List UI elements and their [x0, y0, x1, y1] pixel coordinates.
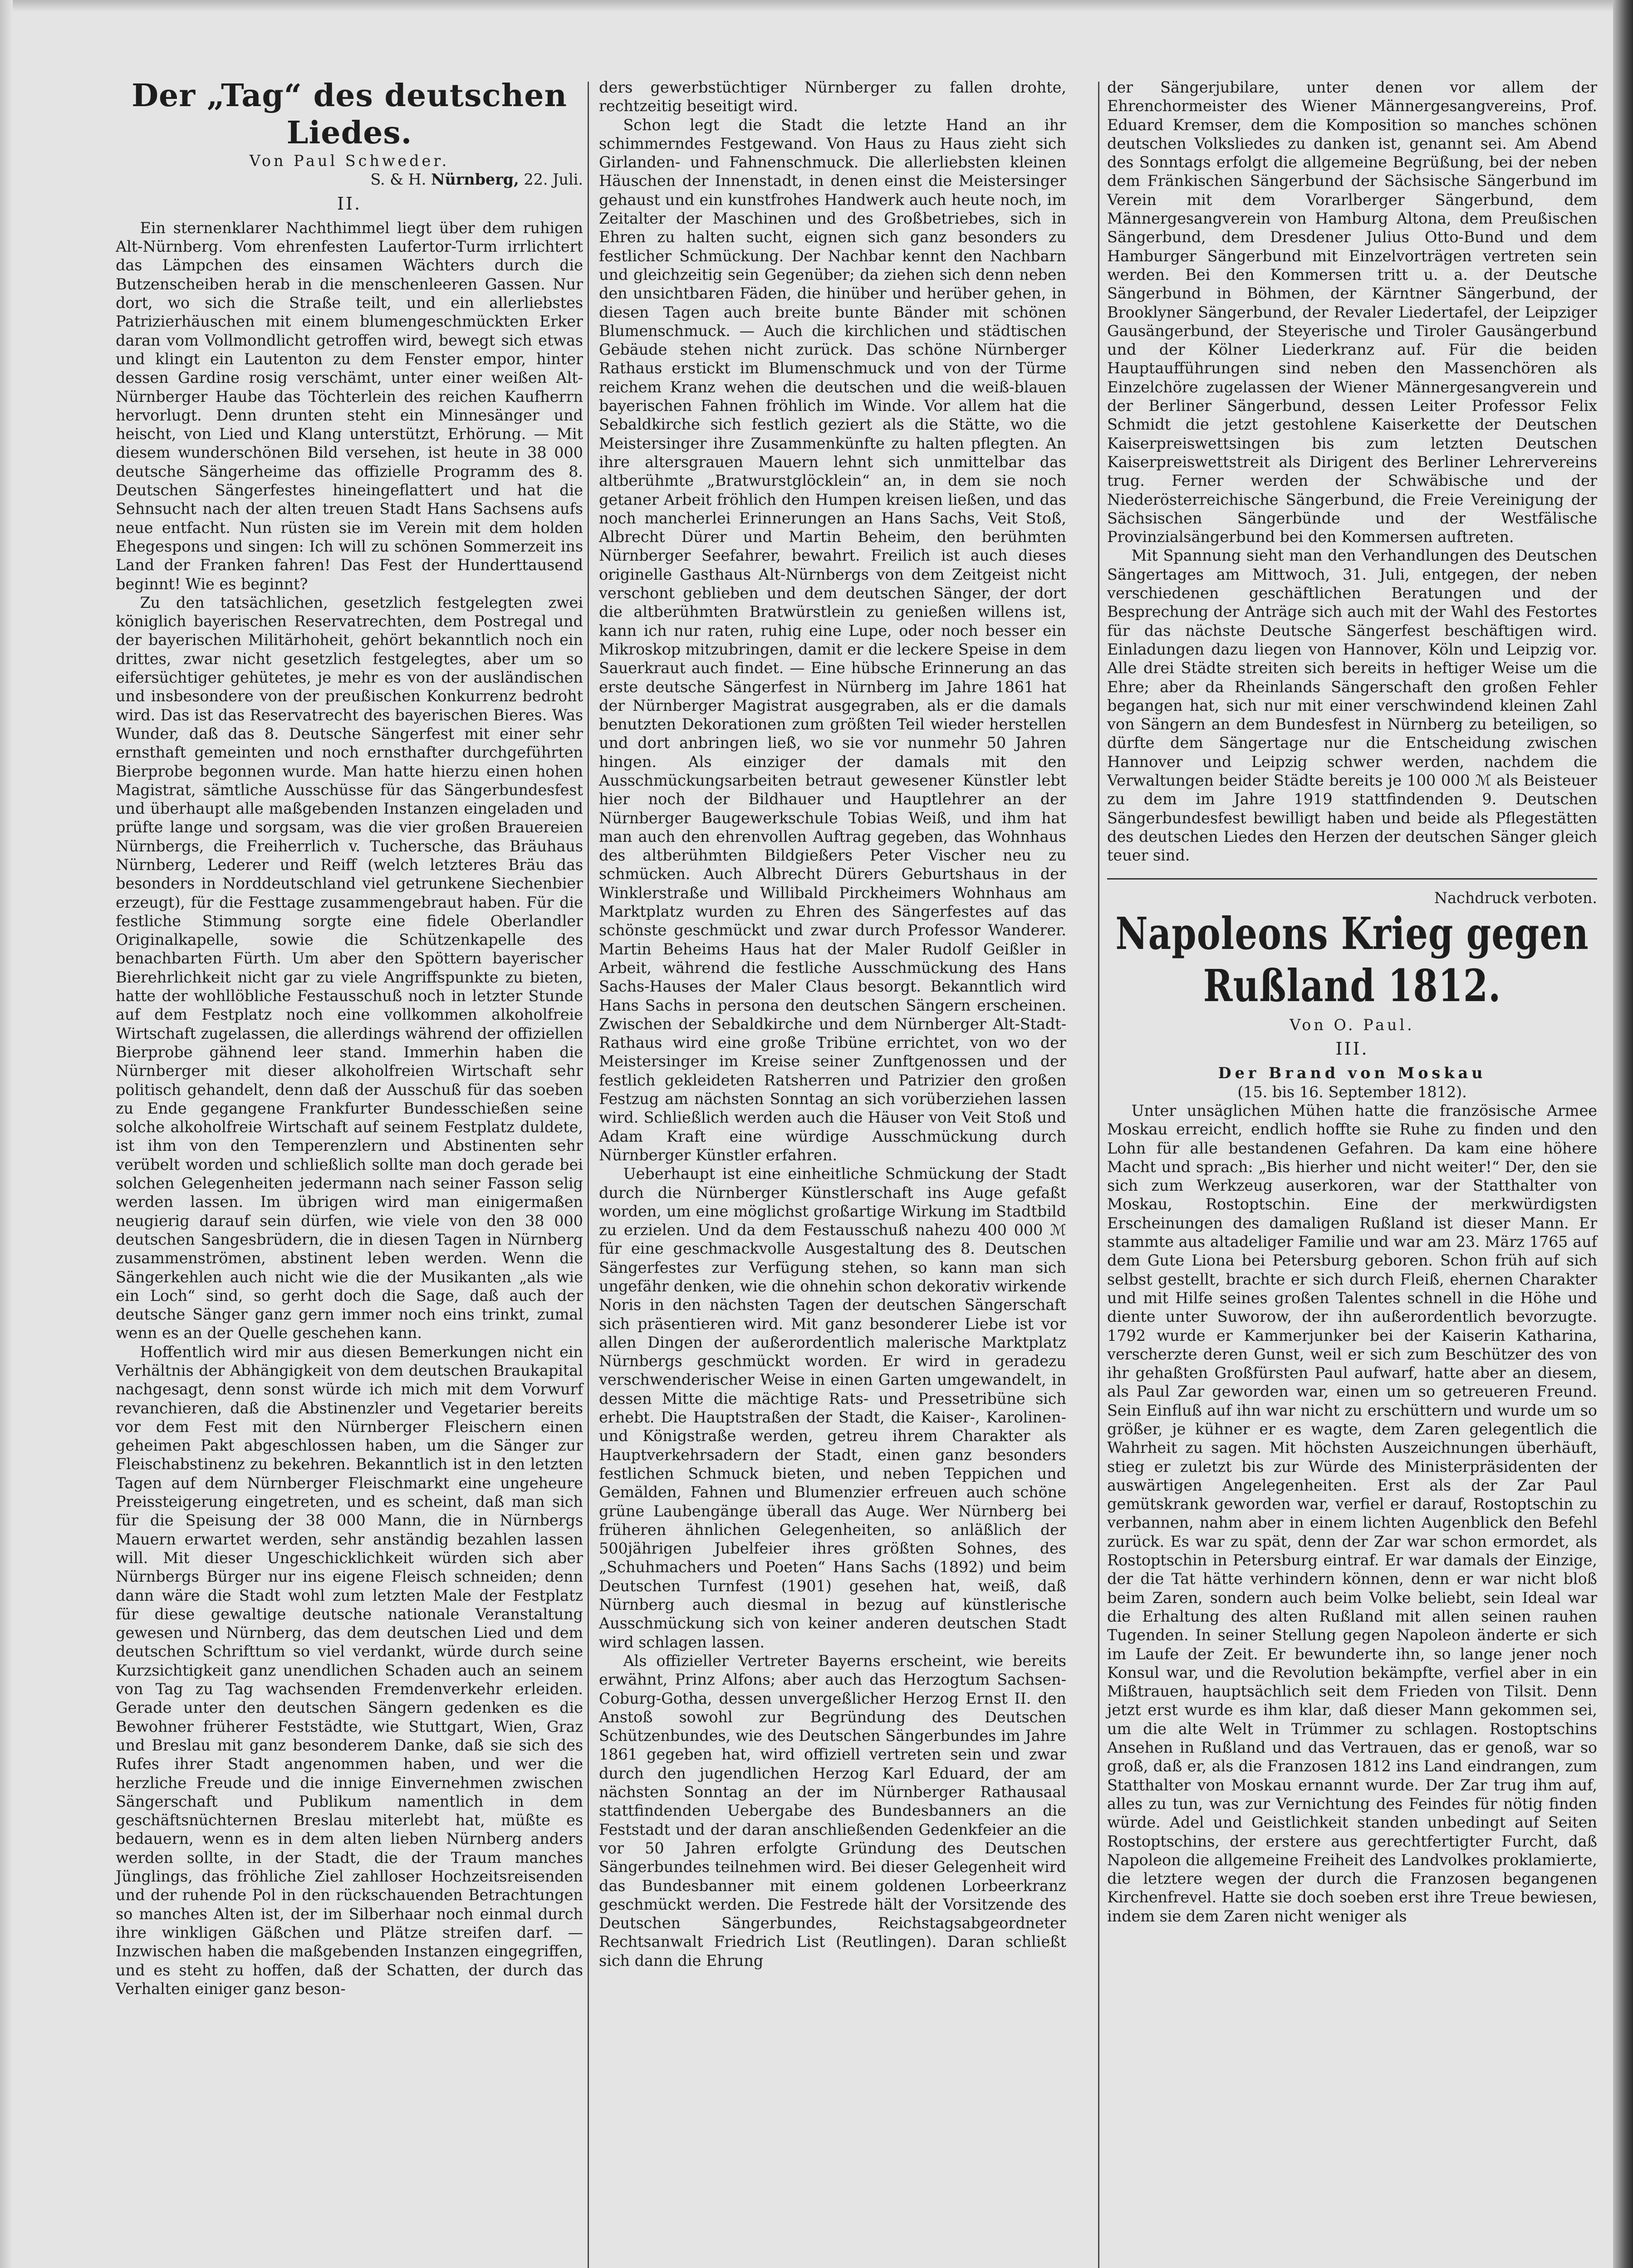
article-subtitle-2: Der Brand von Moskau: [1218, 1064, 1486, 1082]
column-2: [599, 78, 1066, 1970]
scan-edge-right: [1613, 0, 1633, 2268]
paragraph: Als offizieller Vertreter Bayerns erscheint, wie bereits erwähnt, Prinz Alfons; aber auch das Herzogtum Sachsen-Coburg-Gotha, dessen unvergeßlicher Herzog Ernst II. den Anstoß sowohl zur Begründung des Deutschen Schützenbundes, wie des Deutschen Sängerbundes im Jahre 1861 gegeben hat, wird offiziell vertreten sein und zwar durch den jugendlichen Herzog Karl Eduard, der am nächsten Sonntag an der im Nürnberger Rathausaal stattfindenden Uebergabe des Bundesbanners an die Feststadt und der daran anschließenden Gedenkfeier an die vor 50 Jahren erfolgte Gründung des Deutschen Sängerbundes teilnehmen wird. Bei dieser Gelegenheit wird das Bundesbanner mit einem goldenen Lorbeerkranz geschmückt werden. Die Festrede hält der Vorsitzende des Deutschen Sängerbundes, Reichstagsabgeordneter Rechtsanwalt Friedrich List (Reutlingen). Daran schließt sich dann die Ehrung: [599, 1652, 1066, 1970]
article-byline: Von Paul Schweder.: [249, 152, 450, 170]
reprint-note: Nachdruck verboten.: [1434, 889, 1597, 907]
paragraph: ders gewerbstüchtiger Nürnberger zu fallen drohte, rechtzeitig beseitigt wird.: [599, 78, 1066, 115]
paragraph: Unter unsäglichen Mühen hatte die französische Armee Moskau erreicht, endlich hoffte sie Ruhe zu finden und den Lohn für alle bestandenen Gefahren. Da kam eine höhere Macht und sprach: „Bis hierher und nicht weiter!“ Der, den sie sich zum Werkzeug auserkoren, war der Statthalter von Moskau, Rostoptschin. Eine der merkwürdigsten Erscheinungen des damaligen Rußland ist dieser Mann. Er stammte aus altadeliger Familie und war am 23. März 1765 auf dem Gute Liona bei Petersburg geboren. Schon früh auf sich selbst gestellt, brachte er sich durch Fleiß, ehernen Charakter und mit Hilfe seines großen Talentes schnell in die Höhe und diente unter Suworow, der ihn außerordentlich bevorzugte. 1792 wurde er Kammerjunker bei der Kaiserin Katharina, verscherzte deren Gunst, weil er sich zum Beschützer des von ihr gehaßten Großfürsten Paul aufwarf, hatte aber an diesem, als Paul Zar geworden war, einen um so getreueren Freund. Sein Einfluß auf ihn war nicht zu erschüttern und wurde um so größer, je kühner er es wagte, dem Zaren gelegentlich die Wahrheit zu sagen. Mit höchsten Auszeichnungen überhäuft, stieg er zuletzt bis zur Würde des Ministerpräsidenten der auswärtigen Angelegenheiten. Erst als der Zar Paul gemütskrank geworden war, verfiel er darauf, Rostoptschin zu verbannen, nahm aber in einem lichten Augenblick den Befehl zurück. Es war zu spät, denn der Zar war schon ermordet, als Rostoptschin in Petersburg eintraf. Er war damals der Einzige, der die Tat hätte verhindern können, denn er war nicht bloß beim Zaren, sondern auch beim Volke beliebt, sein Ideal war die Erhaltung des alten Rußland mit allen seinen rauhen Tugenden. In seiner Stellung gegen Napoleon änderte er sich im Laufe der Zeit. Er bewunderte ihn, so lange jener noch Konsul war, und die Revolution bekämpfte, verfiel aber in ein Mißtrauen, hauptsächlich seit dem Frieden von Tilsit. Denn jetzt erst wurde es ihm klar, daß dieser Mann gekommen sei, um die alte Welt in Trümmer zu schlagen. Rostoptschins Ansehen in Rußland und das Vertrauen, das er genoß, war so groß, daß er, als die Franzosen 1812 ins Land eindrangen, zum Statthalter von Moskau ernannt wurde. Der Zar trug ihm auf, alles zu tun, was zur Vernichtung des Feindes für nötig finden würde. Adel und Geistlichkeit standen unbedingt auf Seiten Rostoptschins, der erstere aus gerechtfertigter Furcht, daß Napoleon die allgemeine Freiheit des Landvolkes proklamierte, die letztere wegen der durch die Franzosen begangenen Kirchenfrevel. Hatte sie doch soeben erst ihre Treue bewiesen, indem sie dem Zaren nicht weniger als: [1107, 1101, 1597, 1925]
column-rule-1: [588, 82, 589, 2268]
paragraph: Zu den tatsächlichen, gesetzlich festgelegten zwei königlich bayerischen Reservatrechten, dem Postregal und der bayerischen Militärhoheit, gehört bekanntlich noch ein drittes, zwar nicht gesetzlich festgelegtes, aber um so eifersüchtiger gehütetes, je mehr es von der ausländischen und insbesondere von der preußischen Konkurrenz bedroht wird. Das ist das Reservatrecht des bayerischen Bieres. Was Wunder, daß das 8. Deutsche Sängerfest mit einer sehr ernsthaft gemeinten und noch ernsthafter durchgeführten Bierprobe begonnen wurde. Man hatte hierzu einen hohen Magistrat, sämtliche Ausschüsse für das Sängerbundesfest und überhaupt alle maßgebenden Instanzen eingeladen und prüfte lange und sorgsam, was die vier großen Brauereien Nürnbergs, die Freiherrlich v. Tuchersche, das Bräuhaus Nürnberg, Lederer und Reiff (welch letzteres Bräu das besonders in Norddeutschland viel getrunkene Siechenbier erzeugt), für die Festtage zusammengebraut haben. Für die festliche Stimmung sorgte eine fidele Oberlandler Originalkapelle, sowie die Schützenkapelle des benachbarten Fürth. Um aber den Spöttern bayerischer Bierehrlichkeit nicht gar zu viele Angriffspunkte zu bieten, hatte der wohllöbliche Festausschuß noch in letzter Stunde auf dem Festplatz noch eine vollkommen alkoholfreie Wirtschaft zugelassen, die allerdings während der offiziellen Bierprobe gähnend leer stand. Immerhin haben die Nürnberger mit dieser alkoholfreien Wirtschaft sehr politisch gehandelt, denn daß der Ausschuß für das soeben zu Ende gegangene Frankfurter Bundesschießen seine solche alkoholfreie Wirtschaft auf seinem Festplatz duldete, ist ihm von den Temperenzlern und Abstinenten sehr verübelt worden und schließlich sollte man doch gerade bei solchen Gelegenheiten jedermann nach seiner Fasson selig werden lassen. Im übrigen wird man einigermaßen neugierig darauf sein dürfen, wie viele von den 38 000 deutschen Sangesbrüdern, die in diesen Tagen in Nürnberg zusammenströmen, abstinent leben werden. Wenn die Sängerkehlen auch nicht wie die der Musikanten „als wie ein Loch“ sind, so gerht doch die Sage, daß auch der deutsche Sänger ganz gern immer noch eins trinkt, zumal wenn es an der Quelle geschehen kann.: [116, 593, 583, 1342]
article-byline-2: Von O. Paul.: [1290, 1016, 1415, 1034]
paragraph: Schon legt die Stadt die letzte Hand an ihr schimmerndes Festgewand. Von Haus zu Haus zieht sich Girlanden- und Fahnenschmuck. Die allerliebsten kleinen Häuschen der Innenstadt, in denen einst die Meistersinger gehaust und ein kunstfrohes Handwerk auch heute noch, im Zeitalter der Maschinen und des Großbetriebes, sich in Ehren zu halten sucht, eignen sich ganz besonders zu festlicher Schmückung. Der Nachbar kennt den Nachbarn und gleichzeitig sein Gegenüber; da ziehen sich denn neben den unsichtbaren Fäden, die hinüber und herüber gehen, in diesen Tagen auch breite bunte Bänder mit schönen Blumenschmuck. — Auch die kirchlichen und städtischen Gebäude stehen nicht zurück. Das schöne Nürnberger Rathaus erstickt im Blumenschmuck und von der Türme reichem Kranz wehen die deutschen und die weiß-blauen bayerischen Fahnen fröhlich im Winde. Vor allem hat die Sebaldkirche sich festlich geziert als die Stätte, wo die Meistersinger ihre Zusammenkünfte zu halten pflegten. An ihre altersgrauen Mauern lehnt sich unmittelbar das altberühmte „Bratwurstglöcklein“ an, in dem sie noch getaner Arbeit fröhlich den Humpen kreisen ließen, und das noch mancherlei Erinnerungen an Hans Sachs, Veit Stoß, Albrecht Dürer und Martin Beheim, den berühmten Nürnberger Seefahrer, bewahrt. Freilich ist auch dieses originelle Gasthaus Alt-Nürnbergs von dem Zeitgeist nicht verschont geblieben und dem deutschen Sänger, der dort die altberühmten Bratwürstlein zu genießen willens ist, kann ich nur raten, ruhig eine Lupe, oder noch besser ein Mikroskop mitzubringen, damit er die leckere Speise in dem Sauerkraut auch findet. — Eine hübsche Erinnerung an das erste deutsche Sängerfest in Nürnberg im Jahre 1861 hat der Nürnberger Magistrat ausgegraben, als er die damals benutzten Dekorationen zum größten Teil wieder herstellen und dort anbringen ließ, wo sie vor nunmehr 50 Jahren hingen. Als einziger der damals mit den Ausschmückungsarbeiten betraut gewesener Künstler lebt hier noch der Bildhauer und Hauptlehrer an der Nürnberger Baugewerkschule Tobias Weiß, und ihm hat man auch den ehrenvollen Auftrag gegeben, das Wohnhaus des altberühmten Bildgießers Peter Vischer neu zu schmücken. Auch Albrecht Dürers Geburtshaus in der Winklerstraße und Willibald Pirckheimers Wohnhaus am Marktplatz wurden zu Ehren des Sängerfestes auf das schönste geschmückt und zwar durch Professor Wanderer. Martin Beheims Haus hat der Maler Rudolf Geißler in Arbeit, während die festliche Ausschmückung des Hans Sachs-Hauses der Maler Claus besorgt. Bekanntlich wird Hans Sachs in persona den deutschen Sängern erscheinen. Zwischen der Sebaldkirche und dem Nürnberger Alt-Stadt-Rathaus wird eine große Tribüne errichtet, von wo der Meistersinger im Kreise seiner Zunftgenossen und der festlich gekleideten Ratsherren und Patrizier den großen Festzug am nächsten Sonntag an sich vorüberziehen lassen wird. Schließlich werden auch die Häuser von Veit Stoß und Adam Kraft eine würdige Ausschmückung durch Nürnberger Künstler erfahren.: [599, 116, 1066, 1164]
dateline-date: 22. Juli.: [524, 171, 583, 189]
scan-edge-left: [0, 0, 13, 2268]
article-dateline: [116, 170, 583, 189]
column-3: [1107, 78, 1597, 1926]
dateline-place: Nürnberg,: [431, 171, 519, 189]
article-dates-2: (15. bis 16. September 1812).: [1237, 1083, 1467, 1101]
paragraph: Mit Spannung sieht man den Verhandlungen des Deutschen Sängertages am Mittwoch, 31. Juli, entgegen, der neben verschiedenen geschäftlichen Beratungen und der Besprechung der Anträge sich auch mit der Wahl des Festortes für das nächste Deutsche Sängerfest beschäftigen wird. Einladungen dazu liegen von Hannover, Köln und Leipzig vor. Alle drei Städte streiten sich bereits in heftiger Weise um die Ehre; aber da Rheinlands Sängerschaft den großen Fehler begangen hat, sich nur mit einer verschwindend kleinen Zahl von Sängern an dem Bundesfest in Nürnberg zu beteiligen, so dürfte dem Sängertage nur die Entscheidung zwischen Hannover und Leipzig schwer werden, nachdem die Verwaltungen beider Städte bereits je 100 000 ℳ als Beisteuer zu dem im Jahre 1919 stattfindenden 9. Deutschen Sängerbundesfest bewilligt haben und beide als Pflegestätten des deutschen Liedes den Herzen der deutschen Sänger gleich teuer sind.: [1107, 547, 1597, 865]
dateline-agency: S. & H.: [370, 171, 427, 189]
scan-edge-top: [0, 0, 1633, 12]
paragraph: Ein sternenklarer Nachthimmel liegt über dem ruhigen Alt-Nürnberg. Vom ehrenfesten Laufertor-Turm irrlichtert das Lämpchen des einsamen Wächters durch die Butzenscheiben herab in die menschenleeren Gassen. Nur dort, wo sich die Straße teilt, und ein allerliebstes Patrizierhäuschen mit einem blumengeschmückten Erker daran vom Vollmondlicht getroffen wird, bewegt sich etwas und klingt ein Lautenton zu dem Fenster empor, hinter dessen Gardine rosig verschämt, unter einer weißen Alt-Nürnberger Haube das Töchterlein des reichen Kaufherrn hervorlugt. Denn drunten steht ein Minnesänger und heischt, von Lied und Klang unterstützt, Erhörung. — Mit diesem wunderschönen Bild versehen, ist heute in 38 000 deutsche Sängerheime das offizielle Programm des 8. Deutschen Sängerfestes hineingeflattert und hat die Sehnsucht nach der alten treuen Stadt Hans Sachsens aufs neue entfacht. Nun rüsten sie im Verein mit dem holden Ehegespons und singen: Ich will zu schönen Sommerzeit ins Land der Franken fahren! Das Fest der Hunderttausend beginnt! Wie es beginnt?: [116, 219, 583, 593]
paragraph: der Sängerjubilare, unter denen vor allem der Ehrenchormeister des Wiener Männergesangvereins, Prof. Eduard Kremser, dem die Komposition so manches schönen deutschen Volksliedes zu danken ist, genannt sei. Am Abend des Sonntags erfolgt die allgemeine Begrüßung, bei der neben dem Fränkischen Sängerbund der Sächsische Sängerbund im Verein mit dem Vorarlberger Sängerbund, dem Männergesangverein von Hamburg Altona, dem Preußischen Sängerbund, dem Dresdener Julius Otto-Bund und dem Hamburger Sängerbund mit Einzelvorträgen vertreten sein werden. Bei den Kommersen tritt u. a. der Deutsche Sängerbund in Böhmen, der Kärntner Sängerbund, der Brooklyner Sängerbund, der Revaler Liedertafel, der Leipziger Gausängerbund, der Steyerische und Tiroler Gausängerbund und der Kölner Liederkranz auf. Für die beiden Hauptaufführungen sind neben den Massenchören als Einzelchöre zugelassen der Wiener Männergesangverein und der Berliner Sängerbund, dessen Leiter Professor Felix Schmidt die jetzt gestohlene Kaiserkette der Deutschen Kaiserpreiswettsingen bis zum letzten Deutschen Kaiserpreiswettstreit als Dirigent des Berliner Lehrervereins trug. Ferner werden der Schwäbische und der Niederösterreichische Sängerbund, die Freie Vereinigung der Sächsischen Sängerbünde und der Westfälische Provinzialsängerbund bei den Kommersen auftreten.: [1107, 78, 1597, 546]
column-1: [116, 77, 583, 1998]
article-section-number: II.: [337, 193, 362, 214]
article-section-number-2: III.: [1335, 1039, 1369, 1059]
paragraph: Ueberhaupt ist eine einheitliche Schmückung der Stadt durch die Nürnberger Künstlerschaft ins Auge gefaßt worden, um eine möglichst großartige Wirkung im Stadtbild zu erzielen. Und da dem Festausschuß nahezu 400 000 ℳ für eine geschmackvolle Ausgestaltung des 8. Deutschen Sängerfestes zur Verfügung stehen, so kann man sich ungefähr denken, wie die ohnehin schon dekorativ wirkende Noris in den nächsten Tagen der deutschen Sängerschaft sich präsentieren wird. Mit ganz besonderer Liebe ist vor allen Dingen der außerordentlich malerische Marktplatz Nürnbergs geschmückt worden. Er wird in geradezu verschwenderischer Weise in einen Garten umgewandelt, in dessen Mitte die mächtige Rats- und Pressetribüne sich erhebt. Die Hauptstraßen der Stadt, die Kaiser-, Karolinen- und Königstraße werden, getreu ihrem Charakter als Hauptverkehrsadern der Stadt, einen ganz besonders festlichen Schmuck bieten, und neben Teppichen und Gemälden, Fahnen und Blumenzier erfreuen auch schöne grüne Laubengänge überall das Auge. Wer Nürnberg bei früheren ähnlichen Gelegenheiten, so anläßlich der 500jährigen Jubelfeier ihres größten Sohnes, des „Schuhmachers und Poeten“ Hans Sachs (1892) und beim Deutschen Turnfest (1901) gesehen hat, weiß, daß Nürnberg auch diesmal in bezug auf künstlerische Ausschmückung sich von keiner anderen deutschen Stadt wird schlagen lassen.: [599, 1165, 1066, 1651]
paragraph: Hoffentlich wird mir aus diesen Bemerkungen nicht ein Verhältnis der Abhängigkeit von dem deutschen Braukapital nachgesagt, denn sonst würde ich mich mit dem Vorwurf revanchieren, daß die Abstinenzler und Vegetarier bereits vor dem Fest mit den Nürnberger Fleischern einen geheimen Pakt abgeschlossen haben, um die Sänger zur Fleischabstinenz zu bekehren. Bekanntlich ist in den letzten Tagen auf dem Nürnberger Fleischmarkt eine ungeheure Preissteigerung eingetreten, und es scheint, daß man sich für die Speisung der 38 000 Mann, die in Nürnbergs Mauern erwartet werden, sehr anständig bezahlen lassen will. Mit dieser Ungeschicklichkeit würden sich aber Nürnbergs Bürger nur ins eigene Fleisch schneiden; denn dann wäre die Stadt wohl zum letzten Male der Festplatz für diese gewaltige deutsche nationale Veranstaltung gewesen und Nürnberg, das dem deutschen Lied und dem deutschen Schrifttum so viel verdankt, würde durch seine Kurzsichtigkeit ganz unendlichen Schaden auch an seinem von Tag zu Tag wachsenden Fremdenverkehr erleiden. Gerade unter den deutschen Sängern gedenken es die Bewohner früherer Feststädte, wie Stuttgart, Wien, Graz und Breslau mit ganz besonderem Danke, daß sie sich des Rufes ihrer Stadt angenommen haben, und wer die herzliche Freude und die innige Einvernehmen zwischen Sängerschaft und Publikum namentlich in dem geschäftsnüchternen Breslau miterlebt hat, müßte es bedauern, wenn es in dem alten lieben Nürnberg anders werden sollte, in der Stadt, die der Traum manches Jünglings, das fröhliche Ziel zahlloser Hochzeitsreisenden und der ruhende Pol in den rückschauenden Betrachtungen so manches Alten ist, der im Silberhaar noch einmal durch ihre winkligen Gäßchen und Plätze streifen darf. — Inzwischen haben die maßgebenden Instanzen eingegriffen, und es steht zu hoffen, daß der Schatten, der durch das Verhalten einiger ganz beson-: [116, 1343, 583, 1998]
article-divider: [1107, 878, 1597, 880]
column-rule-2: [1098, 82, 1099, 2268]
article-title-2: Napoleons Krieg gegen Rußland 1812.: [1115, 908, 1589, 1012]
article-title: Der „Tag“ des deutschen Liedes.: [132, 78, 567, 151]
